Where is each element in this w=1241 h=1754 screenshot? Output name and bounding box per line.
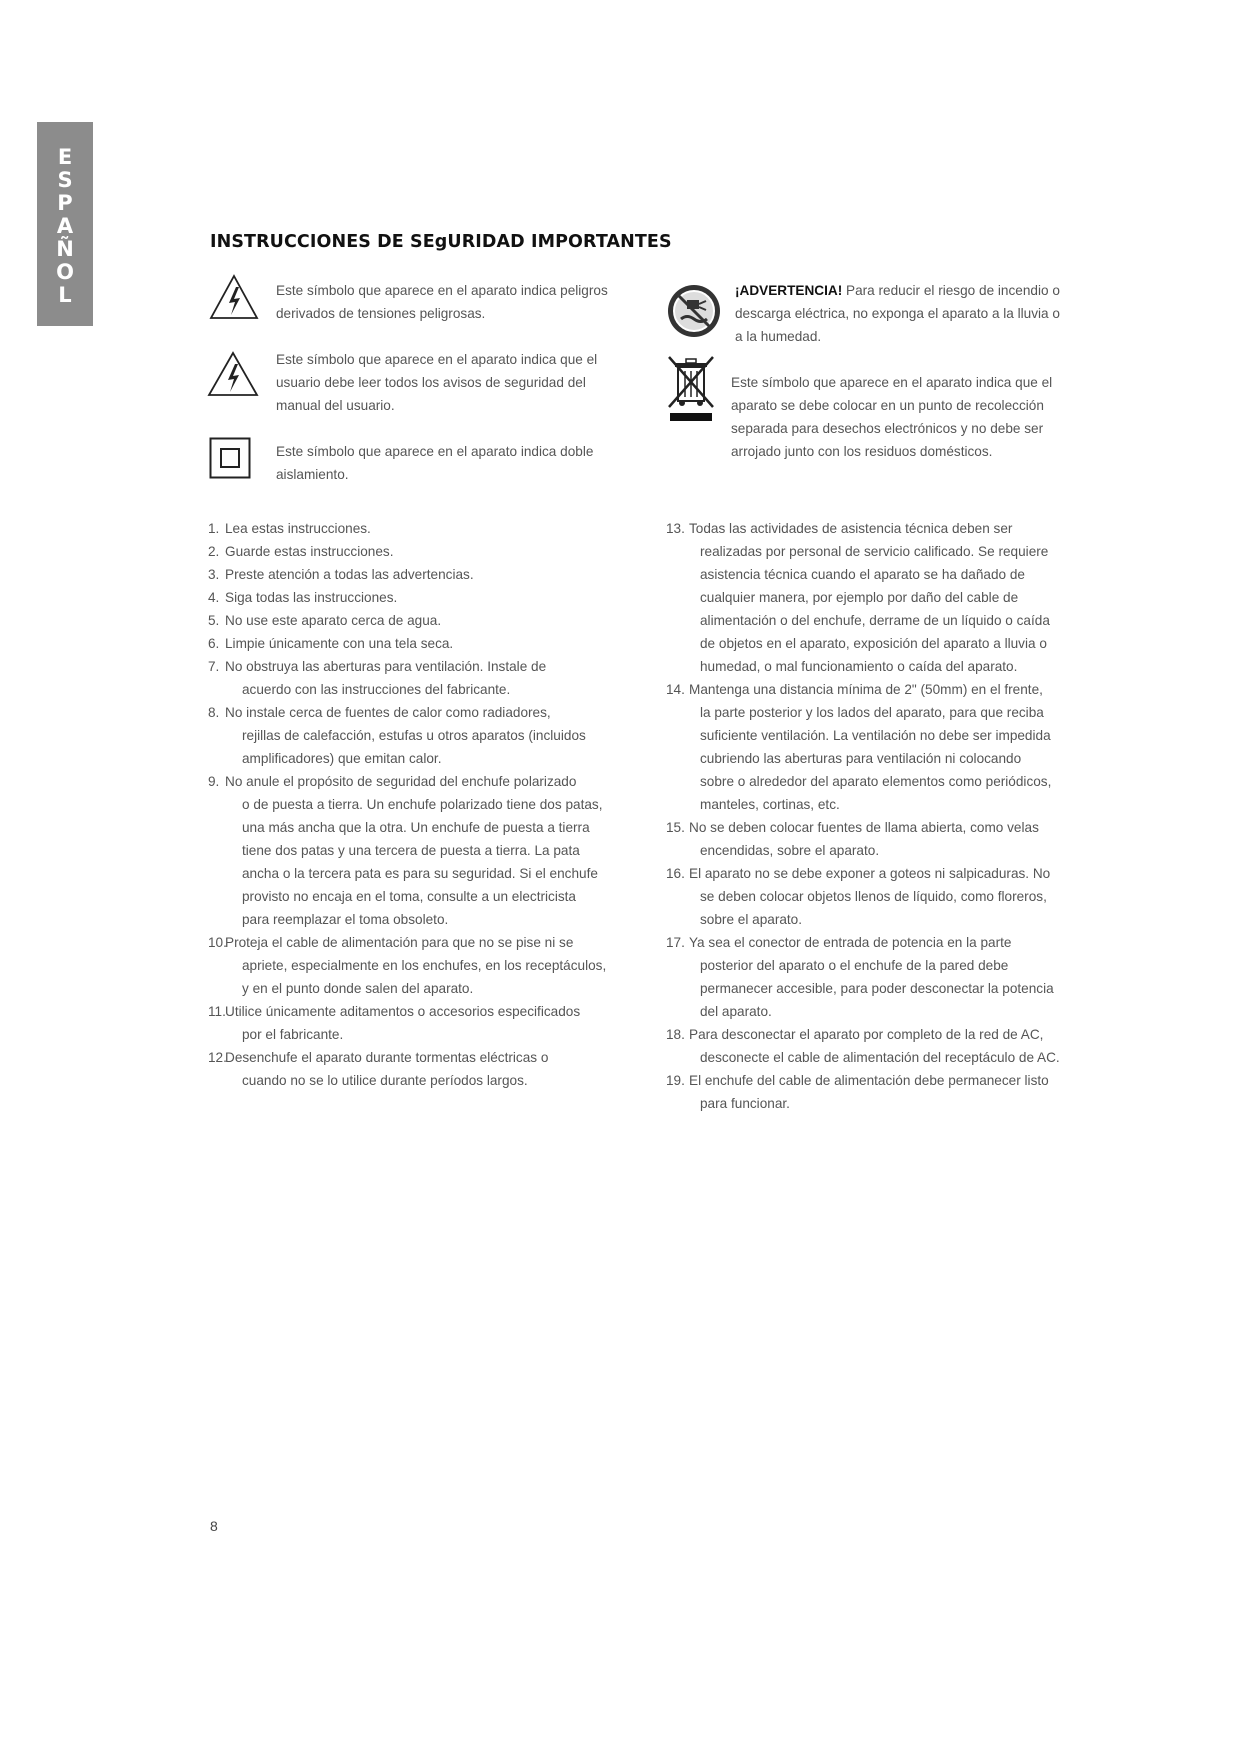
instruction-continuation-line: sobre o alrededor del aparato elementos como periódicos,: [700, 774, 1052, 789]
instruction-continuation-line: realizadas por personal de servicio calificado. Se requiere: [700, 544, 1049, 559]
instruction-number: 14.: [666, 682, 685, 697]
instruction-first-line: Todas las actividades de asistencia técnica deben ser: [689, 521, 1013, 536]
instruction-item: [666, 1023, 1086, 1069]
instruction-item: [666, 862, 1086, 931]
instruction-continuation-line: posterior del aparato o el enchufe de la pared debe: [700, 958, 1009, 973]
side-tab-letter: S: [57, 168, 73, 192]
instruction-number: 16.: [666, 866, 685, 881]
side-tab-letter: Ñ: [56, 237, 74, 261]
instruction-continuation-line: amplificadores) que emitan calor.: [242, 751, 442, 766]
instruction-first-line: El aparato no se debe exponer a goteos ni salpicaduras. No: [689, 866, 1051, 881]
instruction-first-line: No obstruya las aberturas para ventilación. Instale de: [225, 659, 547, 674]
instruction-first-line: Desenchufe el aparato durante tormentas eléctricas o: [225, 1050, 549, 1065]
instruction-first-line: Siga todas las instrucciones.: [225, 590, 398, 605]
instruction-continuation-line: encendidas, sobre el aparato.: [700, 843, 880, 858]
instruction-item: [666, 678, 1086, 816]
symbol-text-weee: Este símbolo que aparece en el aparato indica que el aparato se debe colocar en un punto de recolección separada para desechos electrónicos y no debe ser arrojado junto con los residuos domésticos.: [731, 375, 1053, 459]
instruction-first-line: No anule el propósito de seguridad del enchufe polarizado: [225, 774, 577, 789]
instructions-list-right: [666, 517, 1086, 1115]
instruction-item: [208, 586, 638, 609]
instruction-item: [208, 609, 638, 632]
instruction-number: 19.: [666, 1073, 685, 1088]
symbol-text-dangerous-voltage: Este símbolo que aparece en el aparato indica peligros derivados de tensiones peligrosas.: [276, 283, 608, 321]
instruction-first-line: Proteja el cable de alimentación para que no se pise ni se: [225, 935, 574, 950]
instruction-number: 17.: [666, 935, 685, 950]
side-tab-letter: L: [58, 283, 72, 307]
instruction-item: [666, 1069, 1086, 1115]
instruction-number: 3.: [208, 567, 220, 582]
instruction-first-line: Limpie únicamente con una tela seca.: [225, 636, 454, 651]
instruction-continuation-line: humedad, o mal funcionamiento o caída del aparato.: [700, 659, 1018, 674]
page-number: 8: [210, 1518, 218, 1534]
page-title: INSTRUCCIONES DE SEgURIDAD IMPORTANTES: [210, 232, 672, 252]
instruction-continuation-line: del aparato.: [700, 1004, 772, 1019]
instruction-continuation-line: sobre el aparato.: [700, 912, 803, 927]
instruction-item: [208, 540, 638, 563]
instruction-continuation-line: permanecer accesible, para poder desconectar la potencia: [700, 981, 1054, 996]
instruction-continuation-line: o de puesta a tierra. Un enchufe polarizado tiene dos patas,: [242, 797, 603, 812]
instruction-first-line: Ya sea el conector de entrada de potencia en la parte: [689, 935, 1012, 950]
instruction-item: [208, 655, 638, 701]
instruction-number: 8.: [208, 705, 220, 720]
warning-label: ¡ADVERTENCIA!: [735, 283, 843, 298]
instruction-continuation-line: desconecte el cable de alimentación del receptáculo de AC.: [700, 1050, 1060, 1065]
instruction-continuation-line: asistencia técnica cuando el aparato se ha dañado de: [700, 567, 1025, 582]
instruction-number: 5.: [208, 613, 220, 628]
instruction-item: [208, 701, 638, 770]
instruction-first-line: No instale cerca de fuentes de calor como radiadores,: [225, 705, 551, 720]
side-tab-letter: E: [57, 145, 73, 169]
instruction-first-line: Mantenga una distancia mínima de 2" (50mm) en el frente,: [689, 682, 1043, 697]
instruction-number: 1.: [208, 521, 220, 536]
instruction-number: 11.: [208, 1004, 226, 1019]
instruction-first-line: Preste atención a todas las advertencias.: [225, 567, 474, 582]
instruction-number: 2.: [208, 544, 220, 559]
instruction-item: [666, 816, 1086, 862]
instruction-number: 13.: [666, 521, 685, 536]
side-tab-letter: O: [56, 260, 74, 284]
instruction-first-line: Para desconectar el aparato por completo de la red de AC,: [689, 1027, 1044, 1042]
instruction-continuation-line: cubriendo las aberturas para ventilación ni colocando: [700, 751, 1022, 766]
instruction-continuation-line: ancha o la tercera pata es para su seguridad. Si el enchufe: [242, 866, 598, 881]
no-water-warning-icon: [666, 283, 722, 339]
weee-crossed-bin-icon: [666, 355, 716, 423]
instruction-first-line: Lea estas instrucciones.: [225, 521, 371, 536]
instruction-number: 4.: [208, 590, 220, 605]
instruction-continuation-line: cuando no se lo utilice durante períodos largos.: [242, 1073, 528, 1088]
instruction-first-line: El enchufe del cable de alimentación debe permanecer listo: [689, 1073, 1049, 1088]
instruction-continuation-line: para funcionar.: [700, 1096, 790, 1111]
lightning-triangle-icon: [206, 350, 260, 398]
symbol-text-double-insulation: Este símbolo que aparece en el aparato indica doble aislamiento.: [276, 444, 594, 482]
warning-text: ¡ADVERTENCIA! Para reducir el riesgo de incendio o descarga eléctrica, no exponga el aparato a la lluvia o a la humedad.: [735, 283, 1060, 344]
instruction-continuation-line: y en el punto donde salen del aparato.: [242, 981, 474, 996]
instruction-first-line: No use este aparato cerca de agua.: [225, 613, 442, 628]
instruction-item: [208, 1046, 638, 1092]
instruction-first-line: Utilice únicamente aditamentos o accesorios especificados: [225, 1004, 581, 1019]
instruction-continuation-line: por el fabricante.: [242, 1027, 344, 1042]
instruction-continuation-line: apriete, especialmente en los enchufes, en los receptáculos,: [242, 958, 607, 973]
instruction-item: [208, 517, 638, 540]
instruction-item: [208, 770, 638, 931]
instruction-continuation-line: para reemplazar el toma obsoleto.: [242, 912, 449, 927]
instruction-continuation-line: la parte posterior y los lados del aparato, para que reciba: [700, 705, 1044, 720]
instruction-continuation-line: se deben colocar objetos llenos de líquido, como floreros,: [700, 889, 1047, 904]
instruction-first-line: Guarde estas instrucciones.: [225, 544, 394, 559]
instruction-continuation-line: alimentación o del enchufe, derrame de un líquido o caída: [700, 613, 1050, 628]
instruction-item: [208, 632, 638, 655]
instructions-list-left: [208, 517, 638, 1092]
side-tab-letter: A: [56, 214, 74, 238]
instruction-continuation-line: manteles, cortinas, etc.: [700, 797, 840, 812]
lightning-triangle-icon: [208, 273, 260, 321]
instruction-continuation-line: de objetos en el aparato, exposición del aparato a lluvia o: [700, 636, 1047, 651]
instruction-item: [666, 931, 1086, 1023]
language-side-tab: [37, 122, 93, 326]
instruction-item: [208, 931, 638, 1000]
instruction-number: 10.: [208, 935, 227, 950]
instruction-continuation-line: rejillas de calefacción, estufas u otros aparatos (incluidos: [242, 728, 586, 743]
instruction-number: 9.: [208, 774, 220, 789]
instruction-continuation-line: tiene dos patas y una tercera de puesta a tierra. La pata: [242, 843, 580, 858]
instruction-item: [208, 563, 638, 586]
instruction-continuation-line: una más ancha que la otra. Un enchufe de puesta a tierra: [242, 820, 590, 835]
instruction-continuation-line: suficiente ventilación. La ventilación no debe ser impedida: [700, 728, 1051, 743]
instruction-continuation-line: cualquier manera, por ejemplo por daño del cable de: [700, 590, 1019, 605]
instruction-number: 7.: [208, 659, 220, 674]
instruction-number: 18.: [666, 1027, 685, 1042]
instruction-continuation-line: provisto no encaja en el toma, consulte a un electricista: [242, 889, 576, 904]
side-tab-letter: P: [57, 191, 73, 215]
instruction-item: [666, 517, 1086, 678]
instruction-number: 12.: [208, 1050, 227, 1065]
symbol-text-read-manual: Este símbolo que aparece en el aparato indica que el usuario debe leer todos los avisos de seguridad del manual del usuario.: [276, 352, 598, 413]
double-insulation-icon: [209, 437, 251, 479]
instruction-item: [208, 1000, 638, 1046]
instruction-number: 15.: [666, 820, 685, 835]
instruction-continuation-line: acuerdo con las instrucciones del fabricante.: [242, 682, 511, 697]
instruction-first-line: No se deben colocar fuentes de llama abierta, como velas: [689, 820, 1039, 835]
instruction-number: 6.: [208, 636, 220, 651]
